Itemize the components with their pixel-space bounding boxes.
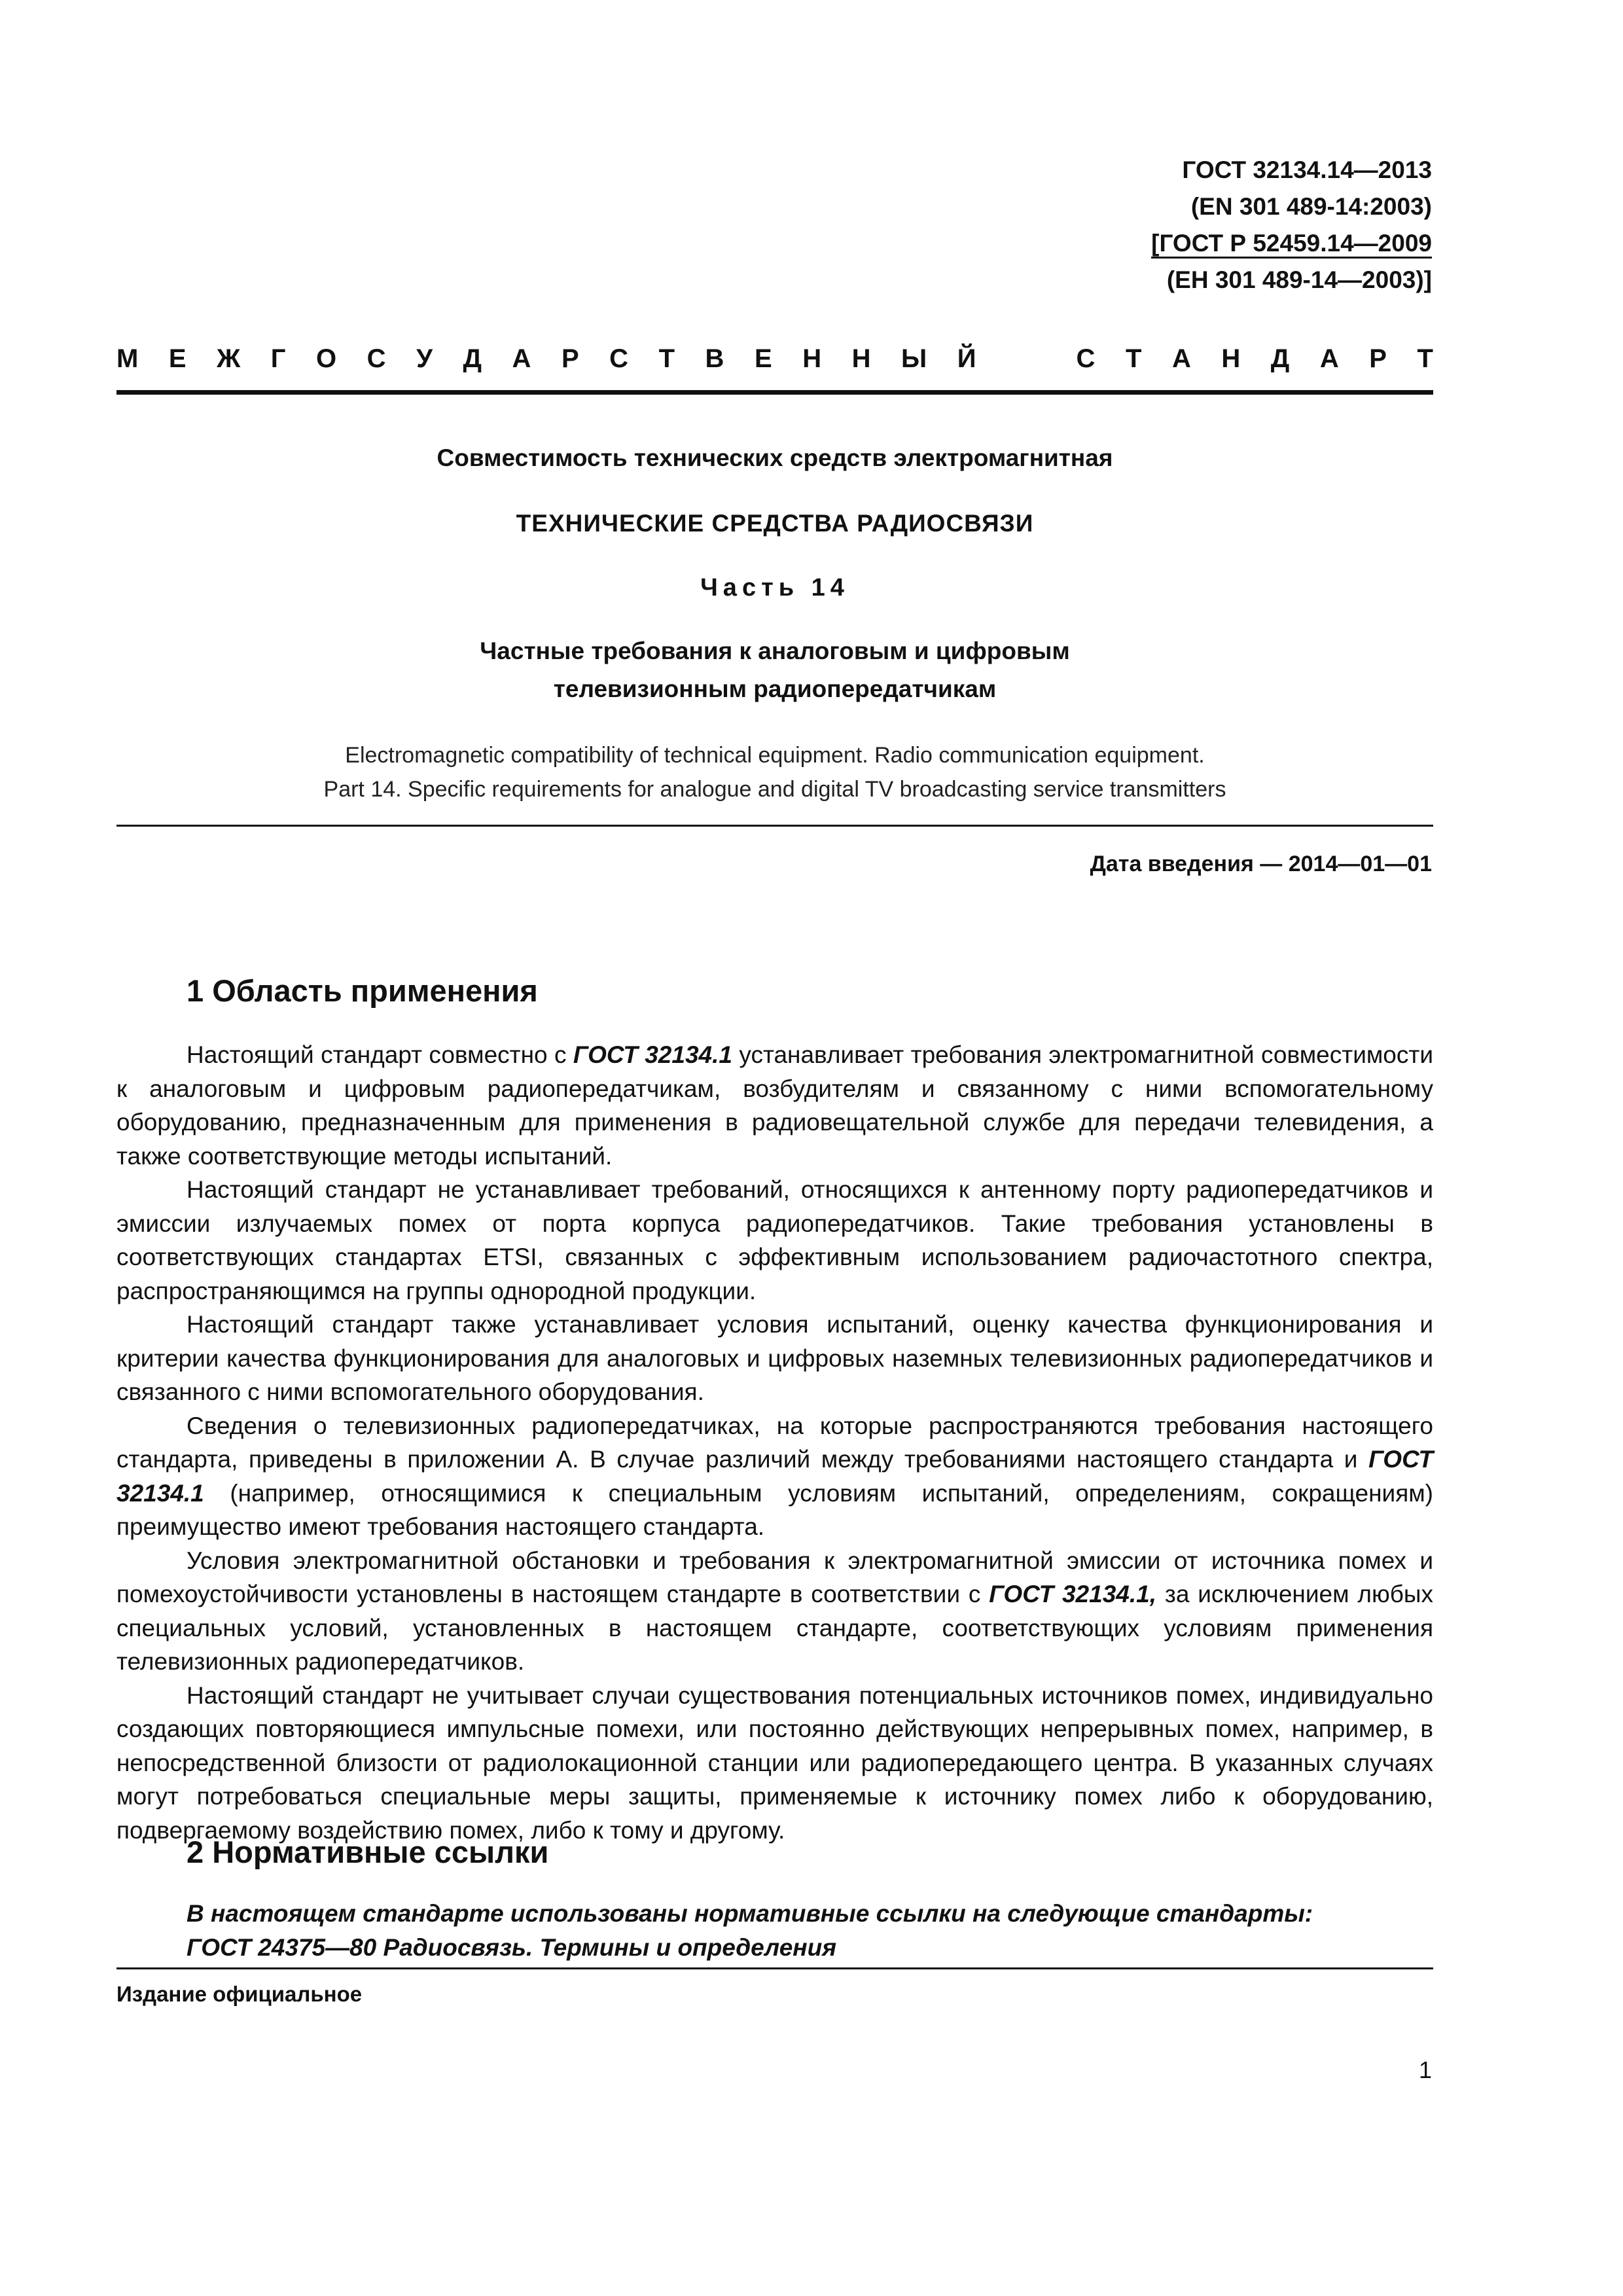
standard-kind-letter: В	[705, 344, 724, 373]
reference: ГОСТ 32134.1	[573, 1041, 732, 1068]
title-rule	[116, 825, 1433, 827]
standard-kind-letter: А	[512, 344, 531, 373]
standard-kind-letter: Н	[1221, 344, 1241, 373]
section-2-body	[116, 1897, 1433, 1964]
paragraph: Настоящий стандарт не устанавливает требований, относящихся к антенному порту радиопередатчиков и эмиссии излучаемых помех от порта корпуса радиопередатчиков. Такие требования установлены в соответствующих стандартах ETSI, связанных с эффективным использованием радиочастотного спектра, распространяющимся на группы однородной продукции.	[116, 1176, 1433, 1304]
standard-kind-letter: Т	[658, 344, 675, 373]
section-1-title: 1 Область применения	[187, 973, 538, 1008]
designation-primary: ГОСТ 32134.14—2013	[1182, 156, 1432, 183]
paragraph: Настоящий стандарт не учитывает случаи существования потенциальных источников помех, индивидуально создающих повторяющиеся импульсные помехи, или постоянно действующих непрерывных помех, например, в непосредственной близости от радиолокационной станции или радиопередающего центра. В указанных случаях могут потребоваться специальные меры защиты, применяемые к источнику помех либо к оборудованию, подвергаемому воздействию помех, либо к тому и другому.	[116, 1681, 1433, 1844]
standard-kind-letter: А	[1319, 344, 1339, 373]
standard-designations	[1151, 152, 1432, 298]
standard-kind-letter: М	[116, 344, 139, 373]
title-english	[116, 738, 1433, 806]
standard-kind-letter: Г	[270, 344, 286, 373]
title-english-line1: Electromagnetic compatibility of technical equipment. Radio communication equipment.	[345, 743, 1205, 768]
title-upper: ТЕХНИЧЕСКИЕ СРЕДСТВА РАДИОСВЯЗИ	[516, 510, 1034, 537]
standard-kind-letter: У	[416, 344, 433, 373]
word-gap	[1007, 340, 1046, 377]
paragraph: Настоящий стандарт также устанавливает условия испытаний, оценку качества функционирования и критерии качества функционирования для аналоговых и цифровых наземных телевизионных радиопередатчиков и связанного с ними вспомогательного оборудования.	[116, 1311, 1433, 1405]
designation-en: (EN 301 489-14:2003)	[1190, 193, 1432, 220]
edition-label: Издание официальное	[116, 1982, 363, 2006]
standard-kind-letter: Е	[754, 344, 772, 373]
title-sub-line2: телевизионным радиопередатчикам	[553, 675, 997, 702]
footer-rule	[116, 1967, 1433, 1969]
standard-kind-letter: А	[1171, 344, 1191, 373]
standard-kind-letter: О	[315, 344, 337, 373]
title-english-line2: Part 14. Specific requirements for analogue and digital TV broadcasting service transmitters	[323, 777, 1226, 802]
standard-kind-letter: Е	[168, 344, 187, 373]
standard-kind-letter: Н	[802, 344, 822, 373]
standard-kind-letter: Т	[1417, 344, 1433, 373]
standard-kind-letter: Д	[1270, 344, 1290, 373]
designation-replaced-en: (ЕН 301 489-14—2003)]	[1166, 266, 1432, 293]
standard-kind-letter: Ж	[217, 344, 241, 373]
standard-kind-letter: С	[366, 344, 386, 373]
page-number: 1	[1418, 2056, 1432, 2083]
standard-kind-letter: Т	[1125, 344, 1142, 373]
header-rule	[116, 390, 1433, 395]
standard-kind-letter: Й	[957, 344, 976, 373]
designation-replaced: [ГОСТ Р 52459.14—2009	[1151, 230, 1432, 259]
reference: ГОСТ 32134.1,	[989, 1581, 1156, 1607]
section-2-title: 2 Нормативные ссылки	[187, 1835, 549, 1869]
introduction-date: Дата введения — 2014—01—01	[1090, 852, 1432, 876]
reference-item: ГОСТ 24375—80 Радиосвязь. Термины и определения	[187, 1933, 837, 1961]
standard-kind-letter: Р	[1369, 344, 1387, 373]
title-part: Часть 14	[700, 574, 849, 601]
title-sub	[116, 632, 1433, 708]
standard-kind-letter: Р	[561, 344, 579, 373]
standard-kind-heading	[116, 340, 1433, 377]
title-main: Совместимость технических средств электромагнитная	[437, 444, 1113, 471]
standard-kind-letter: С	[609, 344, 629, 373]
standard-kind-letter: Ы	[901, 344, 927, 373]
standard-kind-letter: Д	[463, 344, 482, 373]
reference: ГОСТ 32134.1	[116, 1446, 1433, 1507]
paragraph: Настоящий стандарт совместно с ГОСТ 32134.1 устанавливает требования электромагнитной совместимости к аналоговым и цифровым радиопередатчикам, возбудителям и связанному с ними вспомогательному оборудованию, предназначенным для применения в радиовещательной службе для передачи телевидения, а также соответствующие методы испытаний.	[116, 1041, 1433, 1170]
standard-kind-letter: Н	[851, 344, 871, 373]
standard-kind-letter: С	[1076, 344, 1096, 373]
paragraph: Сведения о телевизионных радиопередатчиках, на которые распространяются требования настоящего стандарта, приведены в приложении А. В случае различий между требованиями настоящего стандарта и ГОСТ 32134.1 (например, относящимися к специальным условиям испытаний, определениям, сокращениям) преимущество имеют требования настоящего стандарта.	[116, 1412, 1433, 1540]
references-intro: В настоящем стандарте использованы нормативные ссылки на следующие стандарты:	[187, 1900, 1313, 1927]
paragraph: Условия электромагнитной обстановки и требования к электромагнитной эмиссии от источника помех и помехоустойчивости установлены в настоящем стандарте в соответствии с ГОСТ 32134.1, за исключением любых специальных условий, установленных в настоящем стандарте, соответствующих условиям применения телевизионных радиопередатчиков.	[116, 1547, 1433, 1675]
section-1-body	[116, 1038, 1433, 1847]
title-sub-line1: Частные требования к аналоговым и цифровым	[480, 637, 1070, 664]
